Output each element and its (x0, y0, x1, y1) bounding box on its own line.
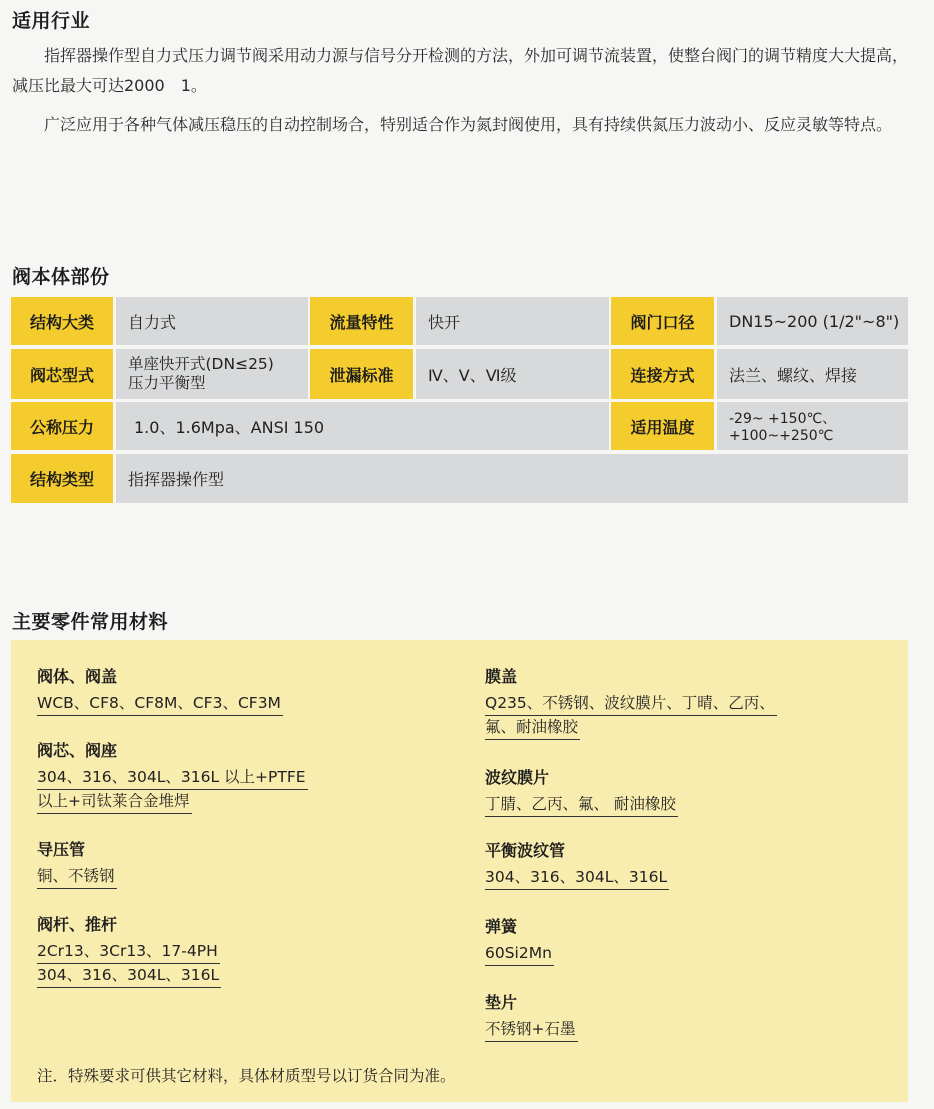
material-heading: 平衡波纹管 (485, 841, 566, 860)
value-structure-category: 自力式 (116, 297, 308, 345)
material-heading: 阀芯、阀座 (37, 741, 118, 760)
materials-title: 主要零件常用材料 (12, 611, 169, 633)
material-heading: 阀体、阀盖 (37, 667, 118, 686)
material-heading: 导压管 (37, 840, 86, 859)
industry-title: 适用行业 (12, 10, 91, 32)
valve-body-spec-table (11, 297, 908, 503)
material-heading: 波纹膜片 (485, 768, 550, 787)
label-nominal-pressure: 公称压力 (11, 402, 113, 450)
material-heading: 膜盖 (485, 667, 518, 686)
label-valve-size: 阀门口径 (611, 297, 714, 345)
value-structure-type: 指挥器操作型 (116, 454, 908, 503)
material-item (485, 914, 554, 966)
material-spec: 以上+司钛莱合金堆焊 (37, 790, 192, 814)
material-item (485, 990, 578, 1042)
materials-note: 注．特殊要求可供其它材料，具体材质型号以订货合同为准。 (37, 1067, 456, 1085)
valve-core-line-1: 单座快开式(DN≤25) (128, 355, 274, 373)
value-nominal-pressure: 1.0、1.6Mpa、ANSI 150 (116, 402, 609, 450)
material-spec: WCB、CF8、CF8M、CF3、CF3M (37, 692, 283, 716)
material-spec: 氟、耐油橡胶 (485, 716, 580, 740)
value-flow-characteristic: 快开 (416, 297, 609, 345)
material-spec: 304、316、304L、316L 以上+PTFE (37, 766, 308, 790)
value-valve-size: DN15~200 (1/2"~8") (717, 297, 908, 345)
label-valve-core-type: 阀芯型式 (11, 349, 113, 399)
material-item (37, 837, 117, 889)
material-heading: 阀杆、推杆 (37, 915, 118, 934)
material-spec: 不锈钢+石墨 (485, 1018, 578, 1042)
material-item (37, 912, 221, 988)
material-spec: 铜、不锈钢 (37, 865, 117, 889)
industry-paragraph-1: 指挥器操作型自力式压力调节阀采用动力源与信号分开检测的方法，外加可调节流装置，使整台阀门的调节精度大大提高，减压比最大可达2000 1。 (12, 46, 909, 95)
material-spec: 2Cr13、3Cr13、17-4PH (37, 940, 220, 964)
label-structure-type: 结构类型 (11, 454, 113, 503)
label-connection-type: 连接方式 (611, 349, 714, 399)
material-spec: 丁腈、乙丙、氟、 耐油橡胶 (485, 793, 678, 817)
material-item (37, 664, 283, 716)
valve-body-title: 阀本体部份 (12, 266, 110, 288)
material-item (485, 838, 669, 890)
material-item (37, 738, 308, 814)
value-temperature: -29~ +150℃、+100~+250℃ (717, 402, 908, 450)
material-item (485, 765, 678, 817)
label-flow-characteristic: 流量特性 (310, 297, 413, 345)
material-heading: 弹簧 (485, 917, 518, 936)
value-connection-type: 法兰、螺纹、焊接 (717, 349, 908, 399)
material-spec: 304、316、304L、316L (485, 866, 669, 890)
value-leakage-class: Ⅳ、Ⅴ、Ⅵ级 (416, 349, 609, 399)
industry-paragraph-2: 广泛应用于各种气体减压稳压的自动控制场合，特别适合作为氮封阀使用，具有持续供氮压力波动小、反应灵敏等特点。 (44, 115, 893, 134)
materials-panel (11, 640, 908, 1102)
label-leakage-class: 泄漏标准 (310, 349, 413, 399)
value-valve-core-type (116, 349, 308, 399)
label-temperature: 适用温度 (611, 402, 714, 450)
material-spec: 304、316、304L、316L (37, 964, 221, 988)
material-item (485, 664, 777, 740)
label-structure-category: 结构大类 (11, 297, 113, 345)
material-heading: 垫片 (485, 993, 518, 1012)
material-spec: 60Si2Mn (485, 942, 554, 966)
material-spec: Q235、不锈钢、波纹膜片、丁晴、乙丙、 (485, 692, 777, 716)
valve-core-line-2: 压力平衡型 (128, 374, 206, 392)
